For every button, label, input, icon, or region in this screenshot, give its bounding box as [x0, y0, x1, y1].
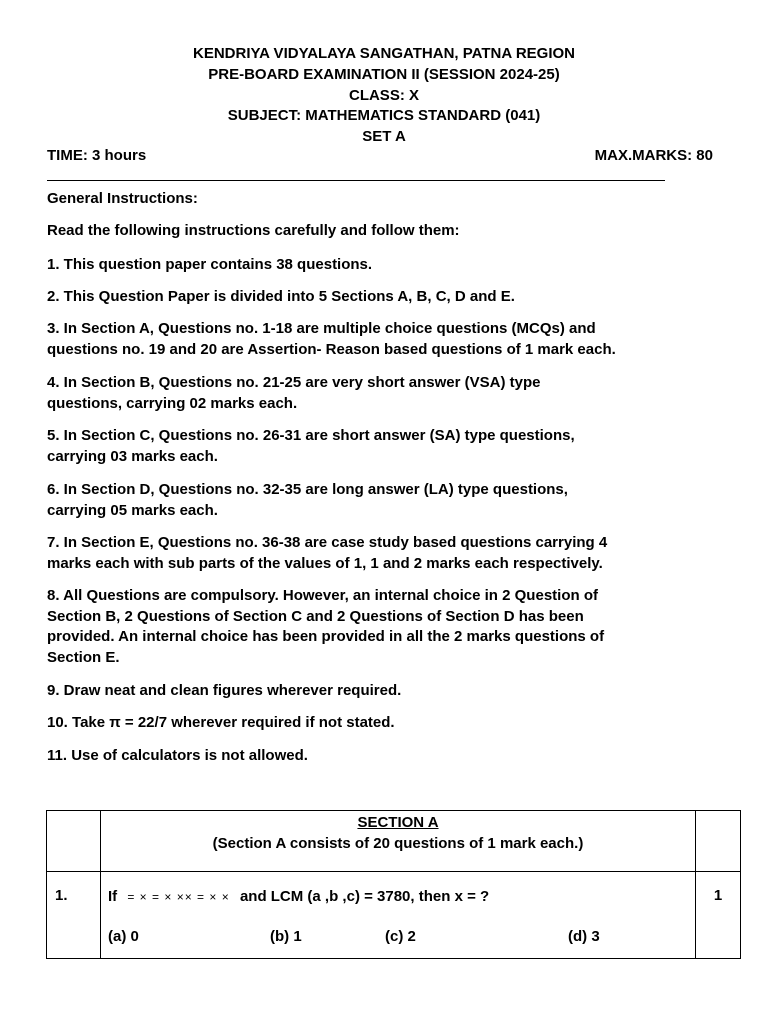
paper-header [0, 44, 768, 148]
subject-label: SUBJECT: MATHEMATICS STANDARD (041) [227, 107, 541, 125]
instructions-intro: Read the following instructions carefully and follow them: [47, 222, 460, 239]
instruction-item: 1. This question paper contains 38 questions. [47, 256, 373, 273]
meta-row [47, 146, 713, 166]
question-text [108, 887, 695, 907]
instruction-item: 4. In Section B, Questions no. 21-25 are very short answer (VSA) type questions, carrying 02 marks each. [47, 374, 541, 412]
set-label: SET A [362, 128, 406, 146]
option-c: (c) 2 [385, 928, 416, 945]
question-body [101, 872, 696, 959]
empty-cell [696, 811, 741, 872]
option-a: (a) 0 [108, 928, 139, 945]
class-label: CLASS: X [348, 86, 419, 104]
question-row [47, 872, 741, 959]
instruction-item: 6. In Section D, Questions no. 32-35 are long answer (LA) type questions, carrying 05 marks each. [47, 481, 568, 519]
instruction-item: 10. Take π = 22/7 wherever required if not stated. [47, 714, 395, 731]
question-number: 1. [47, 872, 101, 959]
section-header-row [47, 811, 741, 872]
options-row [108, 927, 695, 947]
question-math-expression: = × = × ×× = × × [127, 890, 230, 904]
instruction-item: 2. This Question Paper is divided into 5 Sections A, B, C, D and E. [47, 288, 515, 305]
instruction-item: 8. All Questions are compulsory. However, an internal choice in 2 Question of Section B, 2 Questions of Section C and 2 Questions of Section D has been provided. An internal choice has been provided in all the 2 marks questions of Section E. [47, 587, 605, 666]
question-table [46, 810, 741, 959]
max-marks-label: MAX.MARKS: 80 [594, 147, 713, 164]
instructions-heading: General Instructions: [47, 190, 198, 207]
region-title: KENDRIYA VIDYALAYA SANGATHAN, PATNA REGION [192, 45, 575, 62]
question-suffix: and LCM (a ,b ,c) = 3780, then x = ? [239, 888, 490, 905]
instruction-item: 9. Draw neat and clean figures wherever required. [47, 682, 402, 699]
instruction-item: 5. In Section C, Questions no. 26-31 are short answer (SA) type questions, carrying 03 marks each. [47, 427, 575, 465]
time-label: TIME: 3 hours [47, 147, 147, 164]
option-b: (b) 1 [270, 928, 302, 945]
divider-line [47, 180, 665, 181]
section-title: SECTION A [357, 814, 439, 831]
section-subtitle: (Section A consists of 20 questions of 1 mark each.) [212, 835, 584, 852]
exam-title: PRE-BOARD EXAMINATION II (SESSION 2024-25) [208, 65, 560, 83]
empty-cell [47, 811, 101, 872]
instruction-item: 11. Use of calculators is not allowed. [47, 747, 308, 764]
instruction-item: 3. In Section A, Questions no. 1-18 are multiple choice questions (MCQs) and questions no. 19 and 20 are Assertion- Reason based questions of 1 mark each. [47, 320, 616, 358]
question-marks: 1 [696, 872, 741, 959]
instruction-item: 7. In Section E, Questions no. 36-38 are case study based questions carrying 4 marks each with sub parts of the values of 1, 1 and 2 marks each respectively. [47, 534, 608, 572]
question-prefix: If [108, 888, 118, 905]
section-header-cell [101, 811, 696, 872]
option-d: (d) 3 [568, 928, 600, 945]
